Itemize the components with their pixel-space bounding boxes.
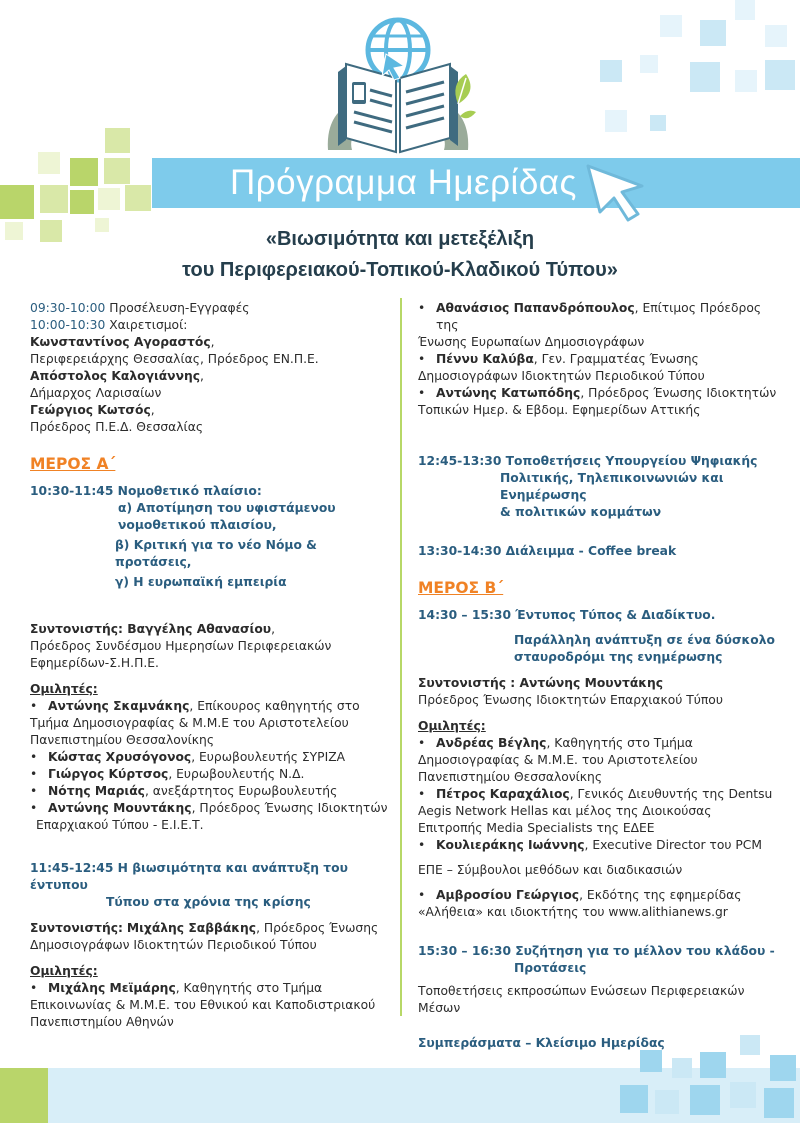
person-name: Αντώνης Μουντάκης <box>48 801 192 815</box>
session-heading: 10:30-11:45 Νομοθετικό πλαίσιο: <box>30 484 262 498</box>
time-label: 09:30-10:00 <box>30 301 106 315</box>
speakers-label: Ομιλητές: <box>418 719 486 733</box>
schedule-item <box>30 317 392 334</box>
decor-square <box>770 1055 796 1081</box>
item-text: Προσέλευση-Εγγραφές <box>109 301 250 315</box>
section-heading-part-a: ΜΕΡΟΣ Α΄ <box>30 455 116 473</box>
greeter: Απόστολος Καλογιάννης, <box>30 369 204 383</box>
speaker-item <box>30 783 392 800</box>
person-role: Περιφερειάρχης Θεσσαλίας, Πρόεδρος ΕΝ.Π.Ε. <box>30 352 319 366</box>
decor-square <box>0 185 34 219</box>
speaker-item <box>418 786 783 803</box>
time-label: 10:00-10:30 <box>30 318 106 332</box>
person-role: , ανεξάρτητος Ευρωβουλευτής <box>144 784 338 798</box>
decor-square <box>690 1085 720 1115</box>
greeter: Γεώργιος Κωτσός, <box>30 403 155 417</box>
decor-square <box>620 1085 648 1113</box>
break-item: 13:30-14:30 Διάλειμμα - Coffee break <box>418 544 677 558</box>
person-role: Δήμαρχος Λαρισαίων <box>30 386 162 400</box>
page-title: Πρόγραμμα Ημερίδας <box>230 163 577 202</box>
item-text: Χαιρετισμοί: <box>109 318 188 332</box>
session-heading: 11:45-12:45 Η βιωσιμότητα και ανάπτυξη του έντυπου <box>30 861 348 892</box>
person-name: Αντώνης Σκαμνάκης <box>48 699 190 713</box>
decor-square <box>104 158 130 184</box>
decor-square <box>640 55 658 73</box>
decor-square <box>650 115 666 131</box>
speaker-item <box>30 698 392 715</box>
speaker-item <box>418 837 783 854</box>
speaker-item <box>418 735 783 752</box>
decor-square <box>740 1035 760 1055</box>
person-name: Πέννυ Καλύβα <box>436 352 534 366</box>
person-name: Κουλιεράκης Ιωάννης <box>436 838 585 852</box>
session-heading: Πολιτικής, Τηλεπικοινωνιών και Ενημέρωσης <box>500 471 724 502</box>
person-name: Απόστολος Καλογιάννης <box>30 369 200 383</box>
person-role: , Executive Director του PCM <box>584 838 762 852</box>
session-heading: 15:30 – 16:30 Συζήτηση για το μέλλον του κλάδου - <box>418 944 775 958</box>
session-topic: β) Κριτική για το νέο Νόμο & προτάσεις, <box>115 538 317 569</box>
coordinator <box>30 920 392 937</box>
session-heading: & πολιτικών κομμάτων <box>500 505 662 519</box>
person-role: Πρόεδρος Συνδέσμου Ημερησίων Περιφερειακών <box>30 639 332 653</box>
decor-square <box>98 188 120 210</box>
decor-square <box>660 15 682 37</box>
left-column <box>30 300 392 1031</box>
decor-square <box>690 62 720 92</box>
person-role: Aegis Network Hellas και μέλος της Διοικούσας <box>418 804 712 818</box>
subtitle-line-2: του Περιφερειακού-Τοπικού-Κλαδικού Τύπου» <box>182 259 618 281</box>
speakers-label: Ομιλητές: <box>30 682 98 696</box>
person-role: , Πρόεδρος Ένωσης Ιδιοκτητών <box>580 386 777 400</box>
coordinator: Συντονιστής: Βαγγέλης Αθανασίου, <box>30 622 276 636</box>
person-name: Μιχάλης Μεϊμάρης <box>48 981 176 995</box>
person-name: Νότης Μαριάς <box>48 784 145 798</box>
coordinator-name: Συντονιστής: Βαγγέλης Αθανασίου <box>30 622 272 636</box>
decor-square <box>764 1088 794 1118</box>
person-role: Επικοινωνίας & Μ.Μ.Ε. του Εθνικού και Καποδιστριακού <box>30 998 376 1012</box>
person-role: , Ευρωβουλευτής Ν.Δ. <box>168 767 305 781</box>
coordinator-name: Μιχάλης Σαββάκης <box>126 921 257 935</box>
section-heading-part-b: ΜΕΡΟΣ Β΄ <box>418 579 504 597</box>
person-role: Ένωσης Ευρωπαίων Δημοσιογράφων <box>418 335 645 349</box>
decor-square <box>38 152 60 174</box>
person-name: Γεώργιος Κωτσός <box>30 403 151 417</box>
session-heading: Παράλληλη ανάπτυξη σε ένα δύσκολο <box>514 633 775 647</box>
cursor-arrow-icon <box>580 150 660 230</box>
person-role: , Πρόεδρος Ένωσης Ιδιοκτητών <box>191 801 388 815</box>
newspaper-globe-logo-icon <box>308 12 488 160</box>
schedule-item <box>30 300 392 317</box>
person-role: Πανεπιστημίου Θεσσαλονίκης <box>30 733 215 747</box>
person-name: Κωνσταντίνος Αγοραστός <box>30 335 211 349</box>
session-text: Μέσων <box>418 1001 461 1015</box>
speaker-item <box>418 351 783 368</box>
person-role: Τμήμα Δημοσιογραφίας & Μ.Μ.Ε του Αριστοτελείου <box>30 716 349 730</box>
person-role: , Γενικός Διευθυντής της Dentsu <box>569 787 773 801</box>
decor-square <box>70 190 94 214</box>
session-topic: γ) Η ευρωπαϊκή εμπειρία <box>115 575 287 589</box>
person-role: Επαρχιακού Τύπου - Ε.Ι.Ε.Τ. <box>36 818 204 832</box>
session-topic: α) Αποτίμηση του υφιστάμενου <box>118 501 336 515</box>
person-role: , Καθηγητής στο Τμήμα <box>546 736 693 750</box>
person-role: , Επίκουρος καθηγητής στο <box>189 699 360 713</box>
coordinator-label: Συντονιστής: <box>30 921 123 935</box>
person-name: Πέτρος Καραχάλιος <box>436 787 570 801</box>
person-name: Αμβροσίου Γεώργιος <box>436 888 580 902</box>
person-role: ΕΠΕ – Σύμβουλοι μεθόδων και διαδικασιών <box>418 863 683 877</box>
decor-square <box>105 128 130 153</box>
speaker-item <box>30 766 392 783</box>
decor-square <box>700 20 726 46</box>
person-role: «Αλήθεια» και ιδιοκτήτης του www.alithianews.gr <box>418 905 728 919</box>
decor-square <box>735 0 755 20</box>
session-heading: Τύπου στα χρόνια της κρίσης <box>106 895 311 909</box>
person-role: Επιτροπής Media Specialists της ΕΔΕΕ <box>418 821 655 835</box>
speaker-item <box>418 887 783 904</box>
person-role: Τοπικών Ημερ. & Εβδομ. Εφημερίδων Αττικής <box>418 403 701 417</box>
decor-square <box>700 1052 726 1078</box>
decor-square <box>605 110 627 132</box>
decor-square <box>600 60 622 82</box>
person-name: Αντώνης Κατωπόδης <box>436 386 581 400</box>
decor-square <box>655 1090 679 1114</box>
person-name: Αθανάσιος Παπανδρόπουλος <box>436 301 635 315</box>
greeter: Κωνσταντίνος Αγοραστός, <box>30 335 215 349</box>
speaker-item <box>30 800 392 817</box>
person-role: , Επίτιμος Πρόεδρος της <box>436 301 762 332</box>
decor-square <box>640 1050 662 1072</box>
session-text: Τοποθετήσεις εκπροσώπων Ενώσεων Περιφερειακών <box>418 984 745 998</box>
speakers-label: Ομιλητές: <box>30 964 98 978</box>
person-role: Δημοσιογραφίας & Μ.Μ.Ε. του Αριστοτελείου <box>418 753 698 767</box>
person-role: , Γεν. Γραμματέας Ένωσης <box>533 352 699 366</box>
session-topic: νομοθετικού πλαισίου, <box>118 518 277 532</box>
person-role: Πανεπιστημίου Θεσσαλονίκης <box>418 770 603 784</box>
decor-square <box>672 1058 692 1078</box>
decor-square <box>730 1082 756 1108</box>
person-name: Γιώργος Κύρτσος <box>48 767 169 781</box>
subtitle-line-1: «Βιωσιμότητα και μετεξέλιξη <box>265 228 535 250</box>
decor-square <box>765 25 787 47</box>
person-role: Δημοσιογράφων Ιδιοκτητών Περιοδικού Τύπου <box>30 938 317 952</box>
column-divider <box>400 298 402 1016</box>
speaker-item <box>418 385 783 402</box>
person-role: Πρόεδρος Ένωσης Ιδιοκτητών Επαρχιακού Τύπου <box>418 693 723 707</box>
coordinator: Συντονιστής : Αντώνης Μουντάκης <box>418 676 664 690</box>
person-name: Κώστας Χρυσόγονος <box>48 750 192 764</box>
speaker-item <box>30 980 392 997</box>
person-role: Πρόεδρος Π.Ε.Δ. Θεσσαλίας <box>30 420 204 434</box>
session-heading: σταυροδρόμι της ενημέρωσης <box>514 650 723 664</box>
session-heading: 12:45-13:30 Τοποθετήσεις Υπουργείου Ψηφιακής <box>418 454 758 468</box>
decor-square <box>40 185 68 213</box>
person-role: , Καθηγητής στο Τμήμα <box>175 981 323 995</box>
person-name: Ανδρέας Βέγλης <box>436 736 547 750</box>
person-role: , Εκδότης της εφημερίδας <box>579 888 742 902</box>
session-heading: Προτάσεις <box>514 961 587 975</box>
speaker-item <box>418 300 783 334</box>
session-heading: 14:30 – 15:30 Έντυπος Τύπος & Διαδίκτυο. <box>418 608 716 622</box>
person-role: Πανεπιστημίου Αθηνών <box>30 1015 174 1029</box>
closing-item: Συμπεράσματα – Κλείσιμο Ημερίδας <box>418 1036 665 1050</box>
decor-square <box>735 70 757 92</box>
decor-square <box>125 185 151 211</box>
person-role: , Ευρωβουλευτής ΣΥΡΙΖΑ <box>191 750 346 764</box>
person-role: Δημοσιογράφων Ιδιοκτητών Περιοδικού Τύπου <box>418 369 705 383</box>
person-role: , Πρόεδρος Ένωσης <box>256 921 379 935</box>
decor-square <box>765 60 795 90</box>
speaker-item <box>30 749 392 766</box>
right-column <box>418 300 783 1052</box>
footer-green-block <box>0 1068 48 1123</box>
decor-square <box>70 158 98 186</box>
person-role: Εφημερίδων-Σ.Η.Π.Ε. <box>30 656 159 670</box>
